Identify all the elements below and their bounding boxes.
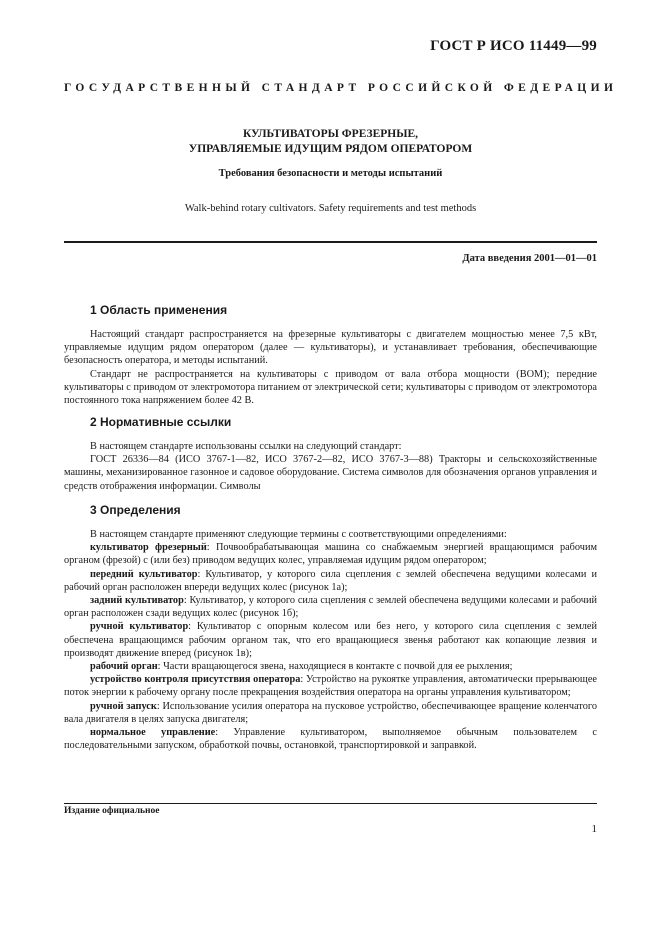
definition-item xyxy=(64,541,597,567)
definition-item xyxy=(64,568,597,594)
document-title xyxy=(64,127,597,157)
definition-item xyxy=(64,726,597,752)
definition-term: передний культиватор xyxy=(90,568,198,580)
section-scope xyxy=(64,302,597,407)
paragraph: Настоящий стандарт распространяется на фрезерные культиваторы с двигателем мощностью менее 7,5 кВт, управляемые идущим рядом оператором (далее — культиваторы), и устанавливает требования, обеспечивающие безопасность оператора, и методы испытаний. xyxy=(64,329,597,367)
definition-item xyxy=(64,620,597,660)
definition-text: : Почвообрабатывающая машина со снабжаемым энергией вращающимся рабочим органом (фрезой) с (или без) приводом ведущих колес, управляемая идущим рядом оператором; xyxy=(64,542,598,567)
document-code: ГОСТ Р ИСО 11449—99 xyxy=(430,38,597,54)
definition-text: : Управление культиватором, выполняемое обычным пользователем с последовательными запуском, обработкой почвы, остановкой, транспортировкой и заправкой. xyxy=(64,727,597,752)
definition-item xyxy=(64,700,597,726)
footer-divider xyxy=(64,803,597,804)
definition-term: ручной запуск xyxy=(90,700,157,712)
paragraph: В настоящем стандарте применяют следующие термины с соответствующими определениями: xyxy=(90,529,507,540)
definition-text: : Части вращающегося звена, находящиеся в контакте с почвой для ее рыхления; xyxy=(157,661,513,673)
section-heading: 2 Нормативные ссылки xyxy=(90,415,232,429)
definition-term: рабочий орган xyxy=(90,661,158,673)
definition-term: нормальное управление xyxy=(90,727,216,739)
definition-item xyxy=(64,594,597,620)
paragraph: ГОСТ 26336—84 (ИСО 3767-1—82, ИСО 3767-2—82, ИСО 3767-3—88) Тракторы и сельскохозяйственные машины, механизированное газонное и садовое оборудование. Система символов для обозначения органов управления и средств отображения информации. Символы xyxy=(64,454,597,492)
section-heading: 1 Область применения xyxy=(90,303,228,317)
header-divider xyxy=(64,241,597,243)
definition-term: устройство контроля присутствия оператора xyxy=(90,674,301,686)
introduction-date: Дата введения 2001—01—01 xyxy=(462,253,597,264)
section-normative-references xyxy=(64,414,597,493)
edition-label: Издание официальное xyxy=(64,806,160,816)
page-number: 1 xyxy=(591,823,597,835)
definition-text: : Культиватор с опорным колесом или без него, у которого сила сцепления с землей обеспечена вращающимся рабочим органом так, что его вращающиеся звенья работают как копающие лезвия и производят движение вперед (рисунок 1в); xyxy=(64,621,597,659)
definition-text: : Устройство на рукоятке управления, автоматически прерывающее поток энергии к рабочему органу после прекращения воздействия оператора на органы управления культиватором; xyxy=(64,674,598,699)
section-definitions xyxy=(64,502,597,752)
definition-text: : Культиватор, у которого сила сцепления с землей обеспечена ведущими колесами и рабочий орган расположен впереди ведущих колес (рисунок 1а); xyxy=(64,568,597,593)
paragraph: Стандарт не распространяется на культиваторы с приводом от вала отбора мощности (ВОМ); передние культиваторы с приводом от электромотора питанием от электрической сети; культиваторы с приводом от электромотора постоянного тока напряжением более 42 В. xyxy=(64,368,597,407)
definition-term: культиватор фрезерный xyxy=(90,542,207,554)
definition-term: ручной культиватор xyxy=(90,621,189,633)
title-line-2: УПРАВЛЯЕМЫЕ ИДУЩИМ РЯДОМ ОПЕРАТОРОМ xyxy=(188,143,473,155)
section-heading: 3 Определения xyxy=(90,503,181,517)
definition-term: задний культиватор xyxy=(90,595,184,607)
document-subtitle: Требования безопасности и методы испытаний xyxy=(218,168,443,179)
definition-text: : Использование усилия оператора на пусковое устройство, обеспечивающее вращение коленчатого вала двигателя в целях запуска двигателя; xyxy=(64,700,598,725)
english-title: Walk-behind rotary cultivators. Safety requirements and test methods xyxy=(184,203,477,214)
definition-item xyxy=(64,673,597,699)
definition-item xyxy=(64,660,597,673)
title-line-1: КУЛЬТИВАТОРЫ ФРЕЗЕРНЫЕ, xyxy=(242,128,419,140)
organization-title: ГОСУДАРСТВЕННЫЙ СТАНДАРТ РОССИЙСКОЙ ФЕДЕРАЦИИ xyxy=(64,82,618,94)
definition-text: : Культиватор, у которого сила сцепления с землей обеспечена ведущими колесами и рабочий орган расположен сзади ведущих колес (рисунок 1б); xyxy=(64,595,598,620)
paragraph: В настоящем стандарте использованы ссылки на следующий стандарт: xyxy=(90,441,402,452)
